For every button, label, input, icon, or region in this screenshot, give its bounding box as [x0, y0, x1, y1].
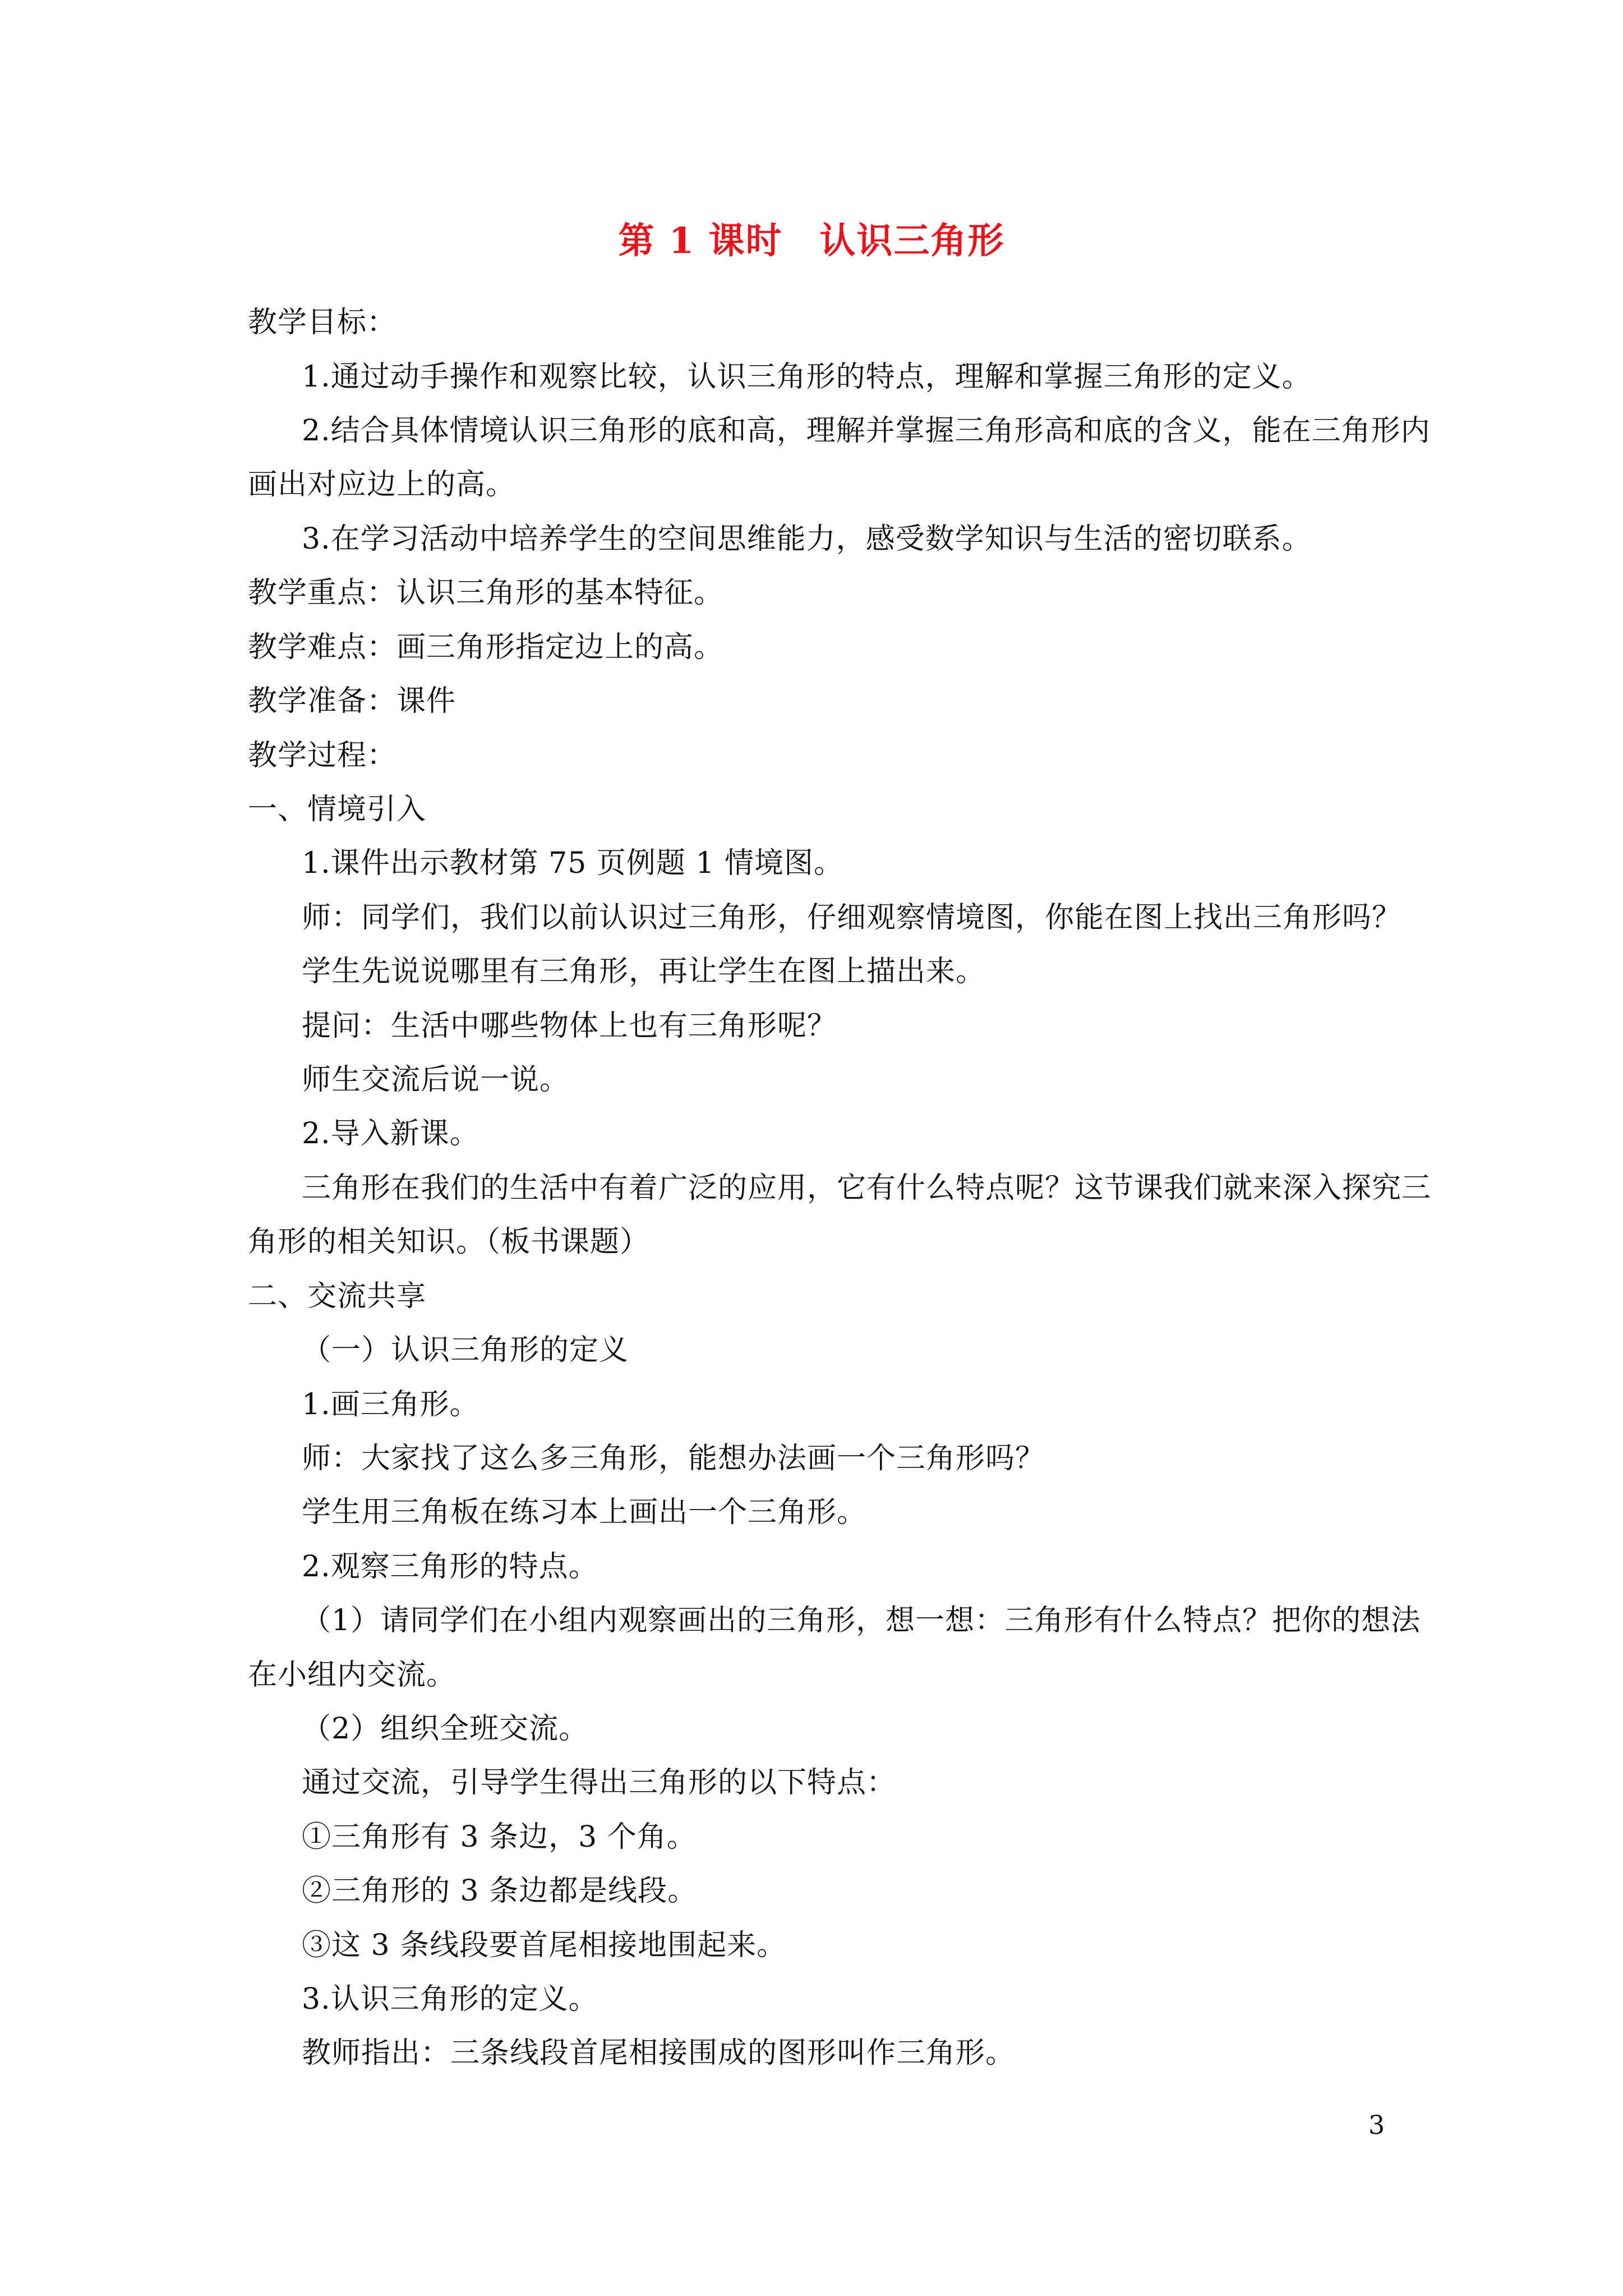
text-line: （一）认识三角形的定义	[302, 1333, 629, 1367]
text-line: 2.导入新课。	[302, 1117, 479, 1151]
text-line: 三角形在我们的生活中有着广泛的应用，它有什么特点呢？这节课我们就来深入探究三	[302, 1171, 1432, 1205]
text-line: 1.通过动手操作和观察比较，认识三角形的特点，理解和掌握三角形的定义。	[302, 360, 1312, 394]
text-line: 教学准备：课件	[248, 684, 457, 718]
text-line: 一、情境引入	[248, 793, 427, 826]
text-line: 教学重点：认识三角形的基本特征。	[248, 576, 724, 610]
text-line: 2.结合具体情境认识三角形的底和高，理解并掌握三角形高和底的含义，能在三角形内	[302, 414, 1431, 448]
text-line: 画出对应边上的高。	[248, 468, 516, 501]
text-line: ①三角形有 3 条边，3 个角。	[302, 1820, 697, 1854]
text-line: 师生交流后说一说。	[302, 1063, 570, 1097]
text-line: 在小组内交流。	[248, 1658, 457, 1692]
text-line: 教学目标：	[248, 306, 397, 339]
text-line: 3.认识三角形的定义。	[302, 1982, 598, 2016]
text-line: 教学过程：	[248, 739, 397, 772]
text-line: 3.在学习活动中培养学生的空间思维能力，感受数学知识与生活的密切联系。	[302, 522, 1312, 556]
text-line: 教学难点：画三角形指定边上的高。	[248, 631, 724, 664]
text-line: 2.观察三角形的特点。	[302, 1550, 598, 1584]
text-line: 1.画三角形。	[302, 1388, 479, 1421]
text-line: 1.课件出示教材第 75 页例题 1 情境图。	[302, 846, 843, 880]
text-line: 二、交流共享	[248, 1280, 427, 1313]
text-line: 师：同学们，我们以前认识过三角形，仔细观察情境图，你能在图上找出三角形吗？	[302, 901, 1402, 935]
text-line: 提问：生活中哪些物体上也有三角形呢？	[302, 1009, 837, 1043]
text-line: 学生先说说哪里有三角形，再让学生在图上描出来。	[302, 955, 986, 988]
text-line: 教师指出：三条线段首尾相接围成的图形叫作三角形。	[302, 2036, 1016, 2070]
text-line: （2）组织全班交流。	[302, 1712, 589, 1746]
text-line: ②三角形的 3 条边都是线段。	[302, 1874, 698, 1908]
page-number: 3	[1368, 2110, 1385, 2140]
text-line: 通过交流，引导学生得出三角形的以下特点：	[302, 1766, 897, 1800]
text-line: 师：大家找了这么多三角形，能想办法画一个三角形吗？	[302, 1442, 1045, 1475]
lesson-title: 第 1 课时 认识三角形	[618, 220, 1005, 262]
text-line: ③这 3 条线段要首尾相接地围起来。	[302, 1929, 787, 1962]
text-line: 角形的相关知识。（板书课题）	[248, 1225, 650, 1259]
text-line: （1）请同学们在小组内观察画出的三角形，想一想：三角形有什么特点？把你的想法	[302, 1604, 1421, 1637]
text-line: 学生用三角板在练习本上画出一个三角形。	[302, 1496, 867, 1529]
